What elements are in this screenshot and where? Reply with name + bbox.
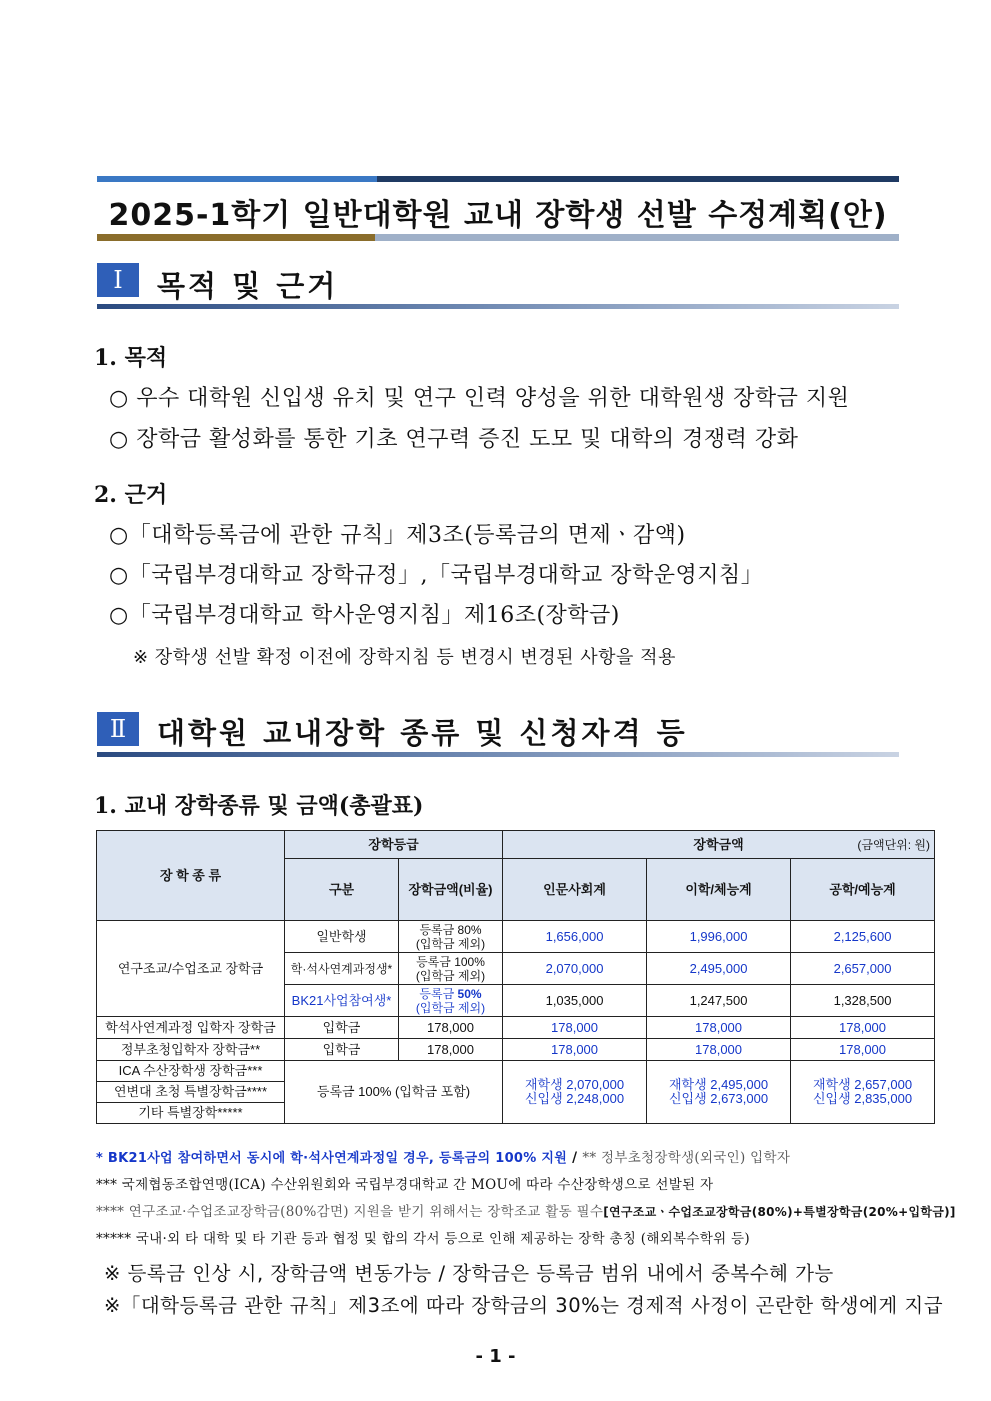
cell-division: 일반학생 [285, 921, 399, 953]
rate-note: (입학금 제외) [415, 936, 486, 951]
table-row [97, 1017, 935, 1039]
header-humanities: 인문사회계 [503, 859, 647, 921]
amount-current: 재학생 2,495,000 [668, 1077, 769, 1092]
basis-heading: 2. 근거 [94, 482, 168, 508]
header-science: 이학/체능계 [647, 859, 791, 921]
cell-rate [399, 985, 503, 1017]
title-bar-top [97, 176, 899, 182]
section2-badge: Ⅱ [97, 712, 139, 746]
cell-amount: 2,070,000 [503, 953, 647, 985]
notice-1: ※ 등록금 인상 시, 장학금액 변동가능 / 장학금은 등록금 범위 내에서 중복수혜 가능 [104, 1262, 834, 1285]
amount-new: 신입생 2,248,000 [524, 1091, 625, 1106]
section1-title: 목적 및 근거 [157, 269, 339, 303]
cell-amount: 2,125,600 [791, 921, 935, 953]
cell-division: 입학금 [285, 1017, 399, 1039]
row-type: 연변대 초청 특별장학금**** [97, 1082, 285, 1103]
table-row [97, 1039, 935, 1061]
scholarship-table [96, 830, 935, 1124]
row-type-ta-ra: 연구조교/수업조교 장학금 [97, 921, 285, 1017]
cell-amount [647, 1061, 791, 1124]
cell-division: BK21사업참여생* [285, 985, 399, 1017]
rate-note: (입학금 제외) [415, 968, 486, 983]
row-type: 기타 특별장학***** [97, 1103, 285, 1124]
rate-line: 등록금 [419, 986, 458, 1001]
purpose-heading: 1. 목적 [94, 345, 168, 371]
page-number: - 1 - [475, 1346, 516, 1367]
footnote-2: *** 국제협동조합연맹(ICA) 수산위원회와 국립부경대학교 간 MOU에 따라 수산장학생으로 선발된 자 [96, 1177, 714, 1193]
cell-amount: 178,000 [503, 1017, 647, 1039]
cell-amount: 178,000 [791, 1039, 935, 1061]
cell-amount: 1,656,000 [503, 921, 647, 953]
basis-item-1: ○「대학등록금에 관한 규칙」제3조(등록금의 면제ㆍ감액) [109, 523, 686, 548]
cell-amount: 1,035,000 [503, 985, 647, 1017]
amount-current: 재학생 2,070,000 [524, 1077, 625, 1092]
header-rate: 장학금액(비율) [399, 859, 503, 921]
title-bar-bottom [97, 234, 899, 241]
amount-current: 재학생 2,657,000 [812, 1077, 913, 1092]
header-amount-label: 장학금액 [693, 836, 744, 852]
section1-rule [97, 304, 899, 309]
footnote-ta-requirement: **** 연구조교·수업조교장학금(80%감면) 지원을 받기 위해서는 장학조교 활동 필수 [96, 1204, 604, 1220]
cell-rate: 178,000 [399, 1017, 503, 1039]
notice-2: ※「대학등록금 관한 규칙」제3조에 따라 장학금의 30%는 경제적 사정이 곤란한 학생에게 지급 [104, 1294, 944, 1317]
cell-rate [399, 921, 503, 953]
cell-amount: 2,495,000 [647, 953, 791, 985]
cell-amount: 2,657,000 [791, 953, 935, 985]
row-type: ICA 수산장학생 장학금*** [97, 1061, 285, 1082]
row-type: 학석사연계과정 입학자 장학금 [97, 1017, 285, 1039]
section2-rule [97, 752, 899, 757]
header-unit: (금액단위: 원) [857, 838, 931, 852]
footnote-gov: ** 정부초청장학생(외국인) 입학자 [582, 1150, 791, 1166]
rate-line: 등록금 80% [419, 922, 482, 937]
rate-percent: 50% [457, 986, 482, 1001]
cell-division: 학·석사연계과정생* [285, 953, 399, 985]
header-amount [503, 831, 935, 859]
footnote-4: ***** 국내·외 타 대학 및 타 기관 등과 협정 및 합의 각서 등으로 인해 제공하는 장학 총칭 (해외복수학위 등) [96, 1231, 750, 1247]
header-engineering: 공학/예능계 [791, 859, 935, 921]
cell-rate: 178,000 [399, 1039, 503, 1061]
cell-amount: 178,000 [503, 1039, 647, 1061]
footnote-bk21: * BK21사업 참여하면서 동시에 학·석사연계과정일 경우, 등록금의 100% 지원 [96, 1151, 568, 1166]
cell-grade-merged: 등록금 100% (입학금 포함) [285, 1061, 503, 1124]
amount-new: 신입생 2,835,000 [812, 1091, 913, 1106]
header-scholarship-type: 장 학 종 류 [97, 831, 285, 921]
cell-amount: 178,000 [647, 1039, 791, 1061]
amount-new: 신입생 2,673,000 [668, 1091, 769, 1106]
cell-amount: 178,000 [791, 1017, 935, 1039]
footnote-3 [96, 1200, 956, 1220]
purpose-item-1: ○ 우수 대학원 신입생 유치 및 연구 인력 양성을 위한 대학원생 장학금 지원 [109, 386, 850, 411]
rate-line: 등록금 100% [416, 954, 485, 969]
basis-item-2: ○「국립부경대학교 장학규정」,「국립부경대학교 장학운영지침」 [109, 563, 764, 588]
header-grade: 장학등급 [285, 831, 503, 859]
table-heading: 1. 교내 장학종류 및 금액(총괄표) [94, 793, 424, 819]
row-type: 정부초청입학자 장학금** [97, 1039, 285, 1061]
purpose-item-2: ○ 장학금 활성화를 통한 기초 연구력 증진 도모 및 대학의 경쟁력 강화 [109, 427, 799, 452]
cell-amount: 178,000 [647, 1017, 791, 1039]
cell-amount [791, 1061, 935, 1124]
cell-rate [399, 953, 503, 985]
footnote-1 [96, 1146, 790, 1166]
basis-note: ※ 장학생 선발 확정 이전에 장학지침 등 변경시 변경된 사항을 적용 [133, 647, 676, 668]
table-row [97, 1061, 935, 1082]
cell-amount [503, 1061, 647, 1124]
table-row [97, 921, 935, 953]
section1-badge: Ⅰ [97, 263, 139, 297]
cell-division: 입학금 [285, 1039, 399, 1061]
rate-note: (입학금 제외) [415, 1000, 486, 1015]
cell-amount: 1,247,500 [647, 985, 791, 1017]
cell-amount: 1,328,500 [791, 985, 935, 1017]
document-title: 2025-1학기 일반대학원 교내 장학생 선발 수정계획(안) [108, 198, 888, 233]
header-division: 구분 [285, 859, 399, 921]
footnote-separator: / [567, 1150, 583, 1166]
section2-title: 대학원 교내장학 종류 및 신청자격 등 [157, 716, 688, 750]
cell-amount: 1,996,000 [647, 921, 791, 953]
footnote-ta-formula: [연구조교ㆍ수업조교장학금(80%)+특별장학금(20%+입학금)] [603, 1205, 956, 1219]
basis-item-3: ○「국립부경대학교 학사운영지침」제16조(장학금) [109, 603, 620, 628]
